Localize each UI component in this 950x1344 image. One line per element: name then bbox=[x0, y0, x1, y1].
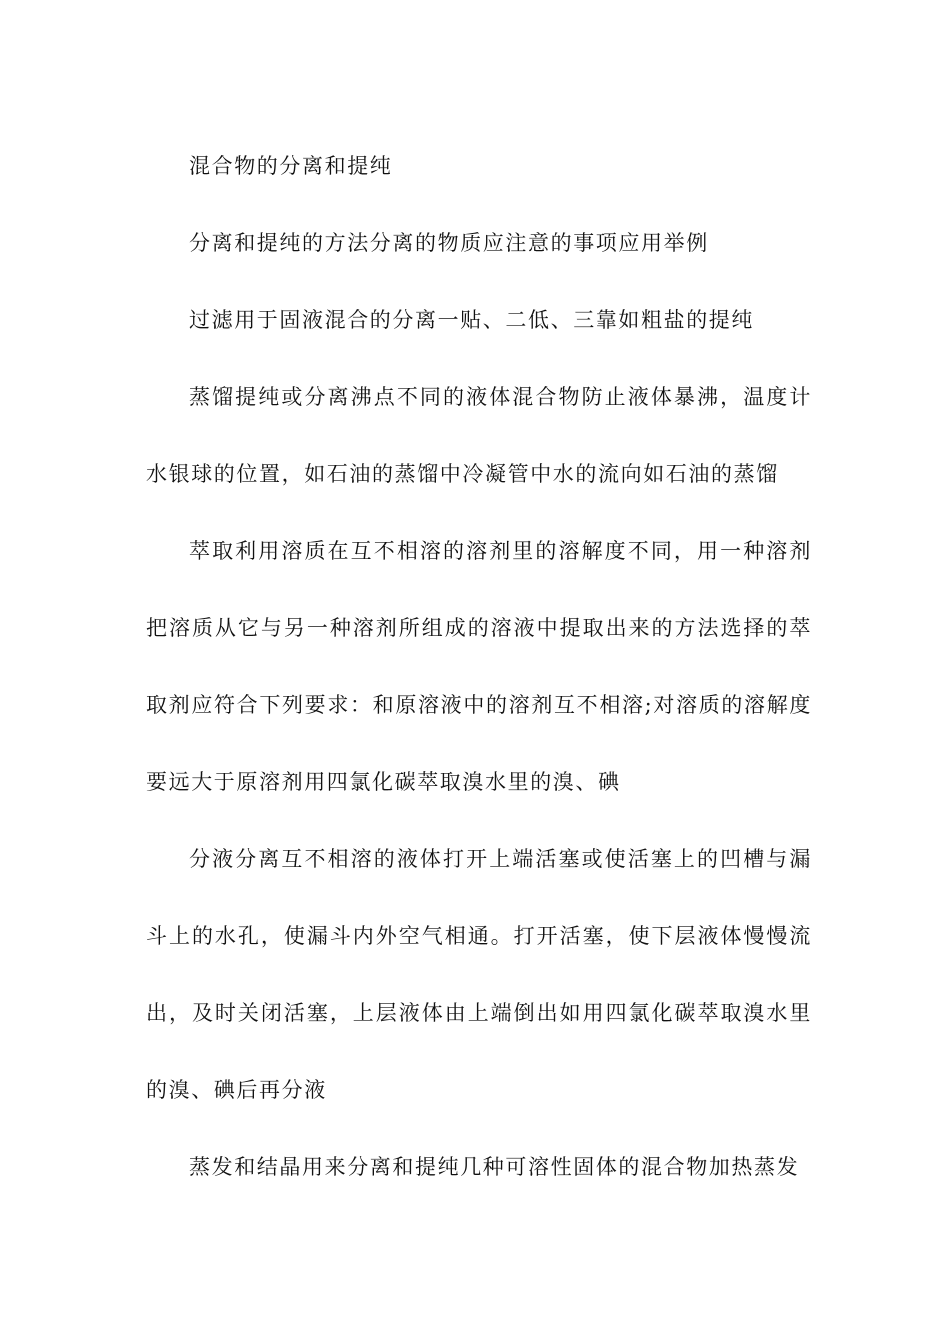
paragraph-filtration: 过滤用于固液混合的分离一贴、二低、三靠如粗盐的提纯 bbox=[189, 308, 754, 332]
paragraph-title: 混合物的分离和提纯 bbox=[189, 154, 393, 178]
paragraph-evaporation: 蒸发和结晶用来分离和提纯几种可溶性固体的混合物加热蒸发 bbox=[189, 1155, 800, 1179]
document-body bbox=[146, 128, 812, 1206]
paragraph-extraction: 萃取利用溶质在互不相溶的溶剂里的溶解度不同，用一种溶剂把溶质从它与另一种溶剂所组成的溶液中提取出来的方法选择的萃取剂应符合下列要求：和原溶液中的溶剂互不相溶;对溶质的溶解度要远大于原溶剂用四氯化碳萃取溴水里的溴、碘 bbox=[146, 539, 812, 794]
paragraph-distillation: 蒸馏提纯或分离沸点不同的液体混合物防止液体暴沸，温度计水银球的位置，如石油的蒸馏中冷凝管中水的流向如石油的蒸馏 bbox=[146, 385, 812, 486]
paragraph-liquid-separation: 分液分离互不相溶的液体打开上端活塞或使活塞上的凹槽与漏斗上的水孔，使漏斗内外空气相通。打开活塞，使下层液体慢慢流出，及时关闭活塞，上层液体由上端倒出如用四氯化碳萃取溴水里的溴、碘后再分液 bbox=[146, 847, 812, 1102]
paragraph-table-header: 分离和提纯的方法分离的物质应注意的事项应用举例 bbox=[189, 231, 709, 255]
